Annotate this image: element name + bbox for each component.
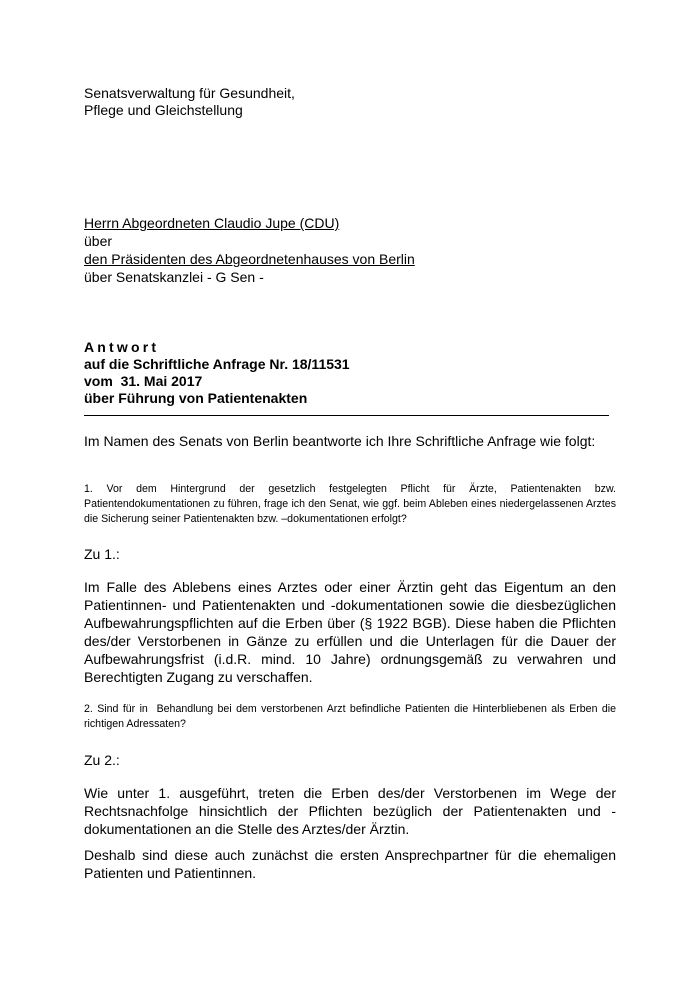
sender-line-1: Senatsverwaltung für Gesundheit, bbox=[84, 85, 295, 101]
question-2: 2. Sind für in Behandlung bei dem verstorbenen Arzt befindliche Patienten die Hinterbliebenen als Erben die richtigen Adressaten? bbox=[84, 703, 619, 730]
recipient-line-2: über bbox=[84, 233, 113, 249]
subject-divider bbox=[84, 415, 609, 416]
subject-line-4: über Führung von Patientenakten bbox=[84, 390, 308, 406]
answer-1-text: Im Falle des Ablebens eines Arztes oder einer Ärztin geht das Eigentum an den Patientinnen- und Patientenakten und -dokumentationen sowie die diesbezüglichen Aufbewahrungspflichten auf die Erben über (§ 1922 BGB). Diese haben die Pflichten des/der Verstorbenen in Gänze zu erfüllen und die Unterlagen für die Dauer der Aufbewahrungsfrist (i.d.R. mind. 10 Jahre) ordnungsgemäß zu verwahren und Berechtigten Zugang zu verschaffen. bbox=[84, 579, 616, 685]
recipient-line-3: den Präsidenten des Abgeordnetenhauses von Berlin bbox=[84, 251, 415, 267]
subject-line-3: vom 31. Mai 2017 bbox=[84, 373, 203, 389]
answer-2-heading: Zu 2.: bbox=[84, 752, 120, 768]
answer-2-text-1: Wie unter 1. ausgeführt, treten die Erben des/der Verstorbenen im Wege der Rechtsnachfolge hinsichtlich der Pflichten bezüglich der Patientenakten und -dokumentationen an die Stelle des Arztes/der Ärztin. bbox=[84, 785, 616, 837]
recipient-line-4: über Senatskanzlei - G Sen - bbox=[84, 269, 264, 285]
recipient-line-1: Herrn Abgeordneten Claudio Jupe (CDU) bbox=[84, 215, 340, 231]
subject-line-2: auf die Schriftliche Anfrage Nr. 18/11531 bbox=[84, 356, 350, 372]
subject-title: Antwort bbox=[84, 339, 160, 355]
question-1: 1. Vor dem Hintergrund der gesetzlich festgelegten Pflicht für Ärzte, Patientenakten bzw. Patientendokumentationen zu führen, frage ich den Senat, wie ggf. beim Ableben eines niedergelassenen Arztes die Sicherung seiner Patientenakten bzw. –dokumentationen erfolgt? bbox=[84, 483, 616, 525]
answer-1-heading: Zu 1.: bbox=[84, 546, 120, 562]
sender-line-2: Pflege und Gleichstellung bbox=[84, 102, 243, 118]
intro-text: Im Namen des Senats von Berlin beantworte ich Ihre Schriftliche Anfrage wie folgt: bbox=[84, 433, 596, 449]
answer-2-text-2: Deshalb sind diese auch zunächst die ersten Ansprechpartner für die ehemaligen Patienten und Patientinnen. bbox=[84, 847, 616, 881]
